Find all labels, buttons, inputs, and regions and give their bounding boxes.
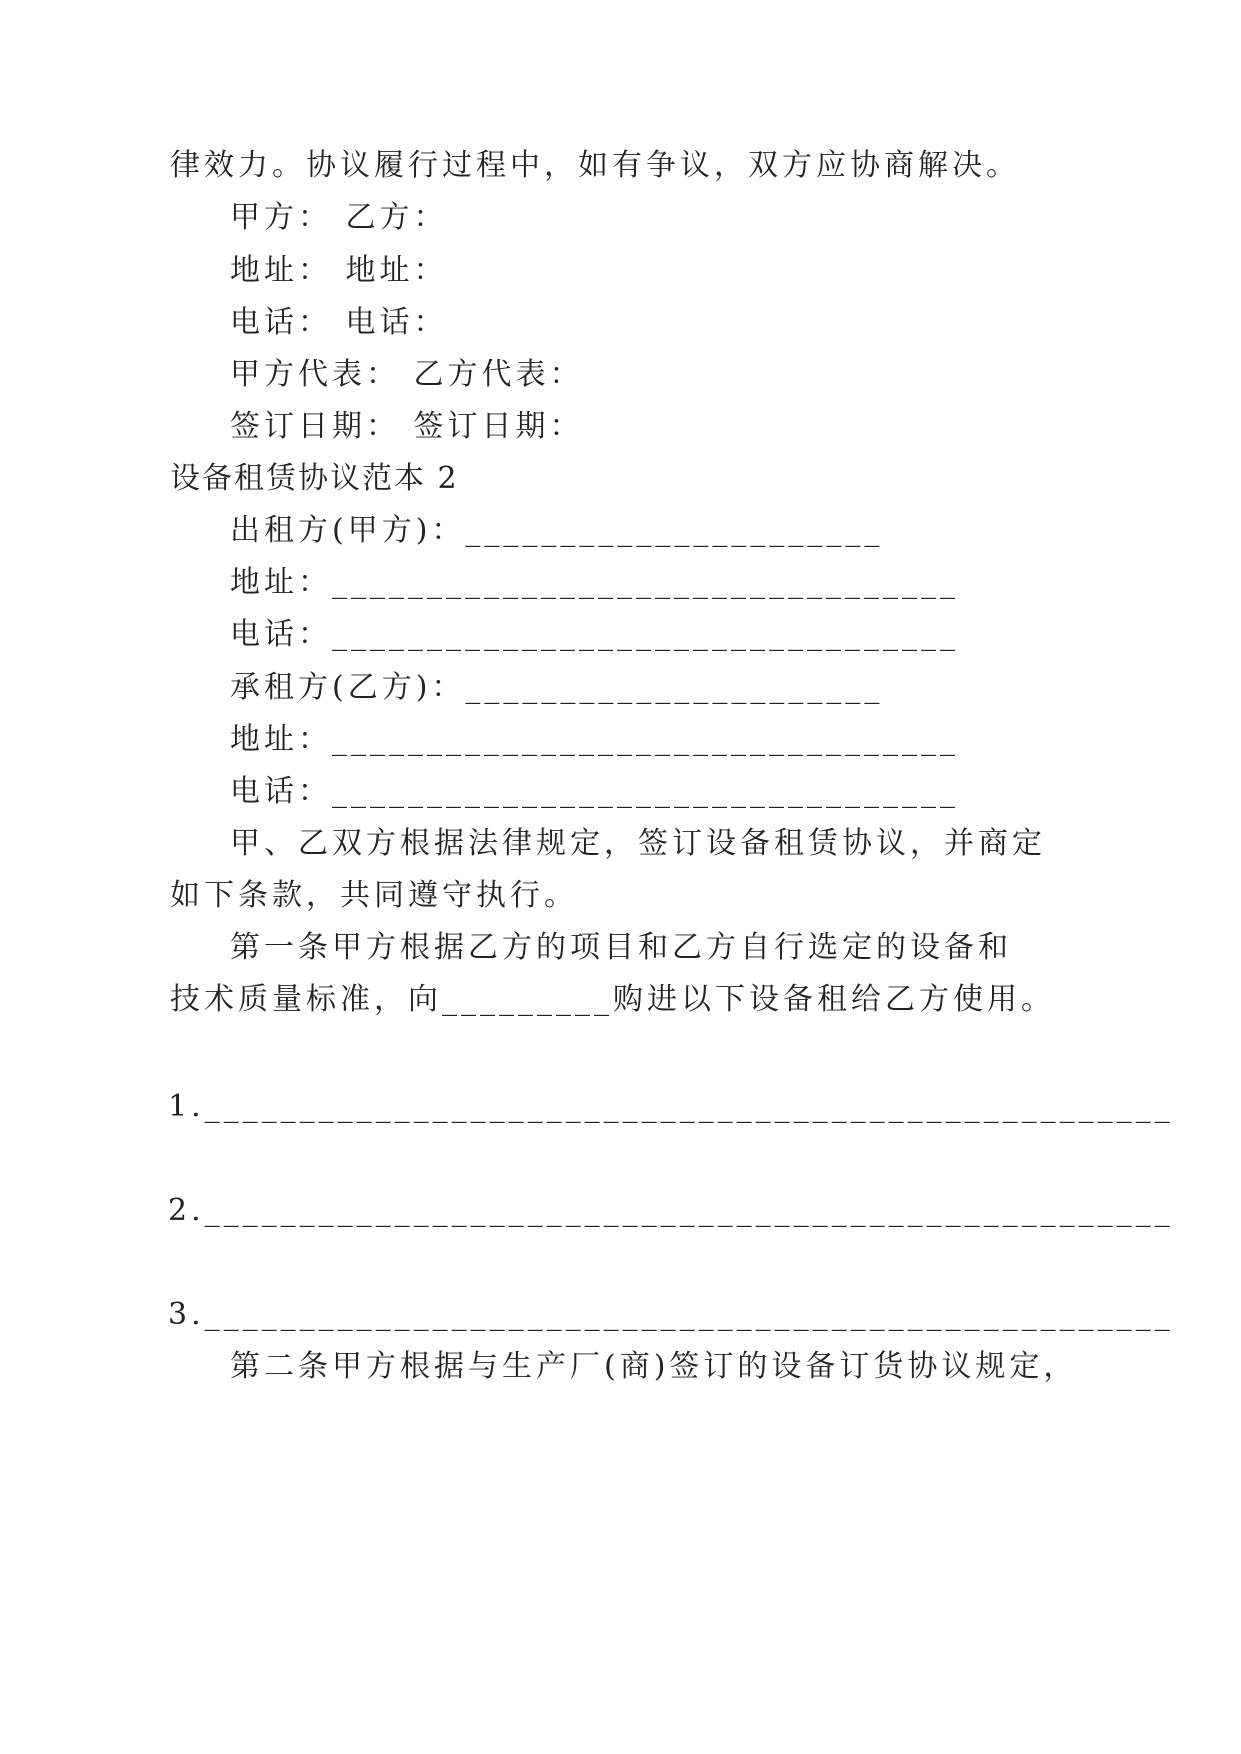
lessee-field: 承租方(乙方)：______________________ (230, 670, 884, 705)
equipment-item-3: 3.___________________________________________________ (168, 1297, 1174, 1332)
paragraph-line: 甲、乙双方根据法律规定，签订设备租赁协议，并商定 (230, 826, 1046, 861)
signature-phones: 电话： 电话： (230, 305, 448, 340)
paragraph-line: 如下条款，共同遵守执行。 (170, 878, 578, 913)
article-1-line: 技术质量标准，向_________购进以下设备租给乙方使用。 (170, 982, 1055, 1017)
lessee-phone-field: 电话：_________________________________ (230, 774, 959, 809)
signature-dates: 签订日期： 签订日期： (230, 409, 584, 444)
section-title: 设备租赁协议范本 2 (170, 461, 459, 496)
signature-party-names: 甲方： 乙方： (230, 200, 448, 235)
lessee-address-field: 地址：_________________________________ (230, 722, 959, 757)
lessor-address-field: 地址：_________________________________ (230, 565, 959, 600)
article-2-line: 第二条甲方根据与生产厂(商)签订的设备订货协议规定， (230, 1349, 1078, 1384)
equipment-item-2: 2.___________________________________________________ (168, 1193, 1174, 1228)
text-line-1: 律效力。协议履行过程中，如有争议，双方应协商解决。 (170, 148, 1020, 183)
lessor-phone-field: 电话：_________________________________ (230, 617, 959, 652)
equipment-item-1: 1.___________________________________________________ (168, 1089, 1174, 1124)
signature-addresses: 地址： 地址： (230, 253, 448, 288)
lessor-field: 出租方(甲方)：______________________ (230, 513, 884, 548)
article-1-line: 第一条甲方根据乙方的项目和乙方自行选定的设备和 (230, 930, 1012, 965)
signature-representatives: 甲方代表： 乙方代表： (230, 357, 584, 392)
